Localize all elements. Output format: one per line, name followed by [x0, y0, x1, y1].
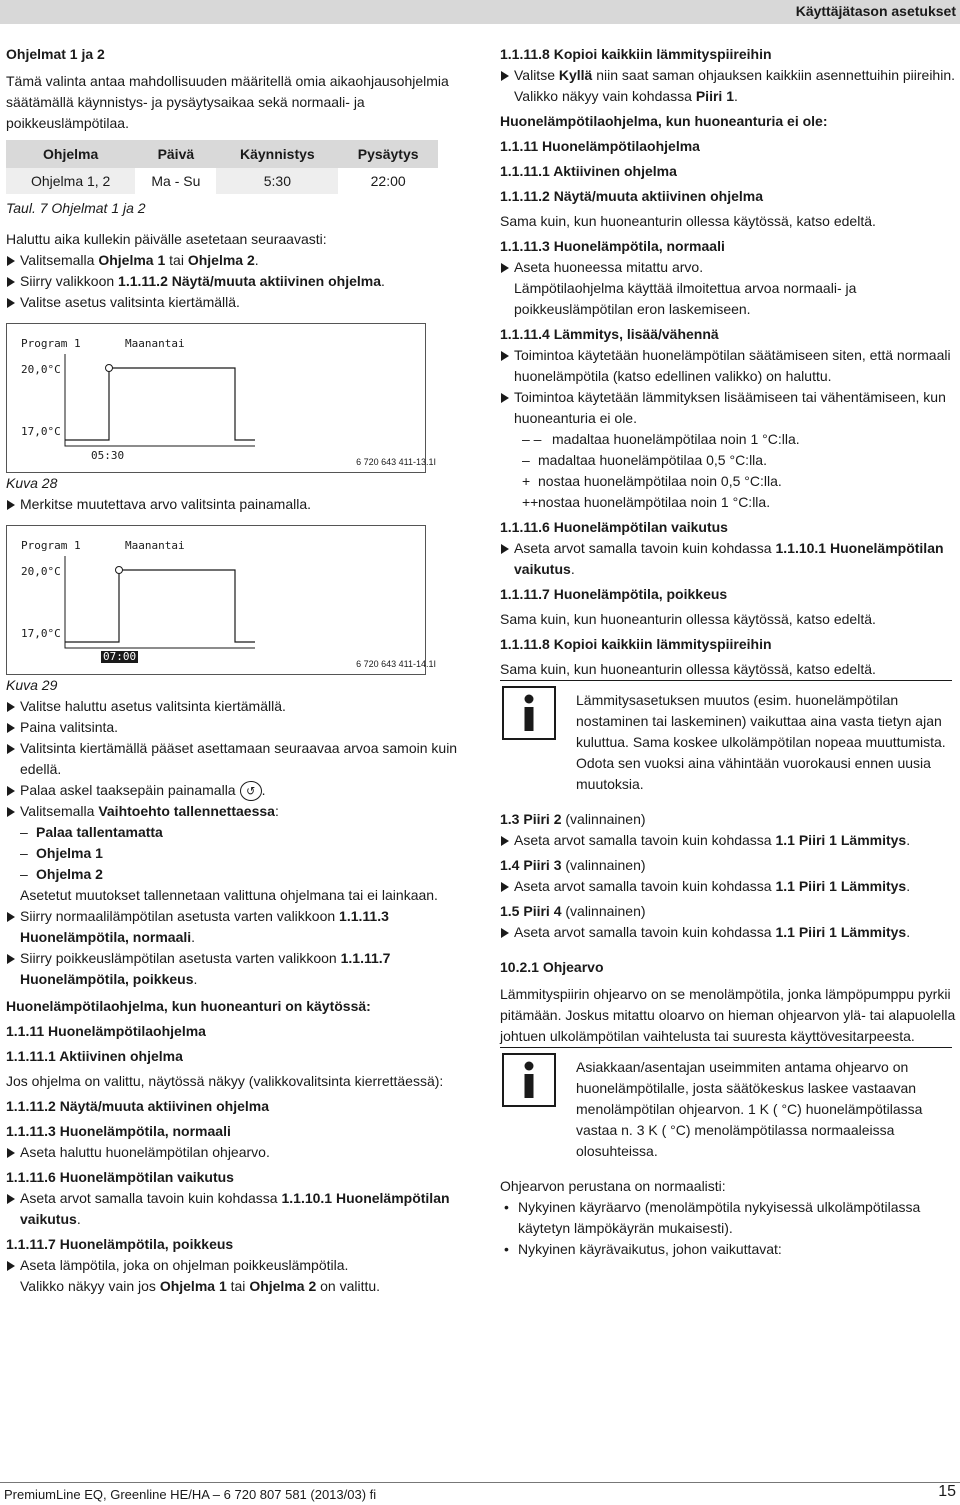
step: Valitse haluttu asetus valitsinta kiertämällä. [6, 696, 458, 717]
program-table [6, 140, 438, 194]
step: Aseta arvot samalla tavoin kuin kohdassa 1.1 Piiri 1 Lämmitys. [500, 830, 958, 851]
temp-high-label: 20,0°C [21, 363, 61, 376]
figure-caption: Kuva 29 [6, 677, 58, 693]
instruction-intro: Haluttu aika kullekin päivälle asetetaan seuraavasti: [6, 231, 327, 247]
table-header-row [6, 140, 438, 168]
heading-1-1-11-6: 1.1.11.6 Huonelämpötilan vaikutus [6, 1169, 234, 1186]
adjust-item: ++ nostaa huonelämpötilaa noin 1 °C:lla. [522, 494, 771, 510]
heading-1-1-11: 1.1.11 Huonelämpötilaohjelma [500, 138, 700, 154]
heading-1-4: 1.4 Piiri 3 (valinnainen) [500, 857, 646, 873]
paragraph: Sama kuin, kun huoneanturin ollessa käytössä, katso edeltä. [500, 213, 876, 229]
figure-caption: Kuva 28 [6, 475, 58, 491]
note: Valikko näkyy vain kohdassa Piiri 1. [514, 88, 738, 104]
info-rule [500, 680, 952, 681]
info-text: Lämmitysasetuksen muutos (esim. huonelämpötilan nostaminen tai laskeminen) vaikuttaa aina vasta tietyn ajan kuluttua. Sama koskee ulkolämpötilan nopeaa muuttumista. Odota sen vuoksi aina vähintään vuorokausi ennen uusia muutoksia. [576, 692, 946, 792]
heading-no-sensor: Huonelämpötilaohjelma, kun huoneanturia ei ole: [500, 113, 828, 129]
step: Aseta arvot samalla tavoin kuin kohdassa 1.1.10.1 Huonelämpötilan vaikutus. [500, 538, 958, 580]
heading-1-1-11-3: 1.1.11.3 Huonelämpötila, normaali [500, 238, 725, 254]
heading-1-1-11-6: 1.1.11.6 Huonelämpötilan vaikutus [500, 519, 728, 535]
heading-1-5: 1.5 Piiri 4 (valinnainen) [500, 903, 646, 919]
heading-1-1-11-2: 1.1.11.2 Näytä/muuta aktiivinen ohjelma [6, 1098, 269, 1115]
heading-1-3: 1.3 Piiri 2 (valinnainen) [500, 811, 646, 827]
step: Aseta arvot samalla tavoin kuin kohdassa 1.1.10.1 Huonelämpötilan vaikutus. [6, 1188, 458, 1230]
step: Siirry valikkoon 1.1.11.2 Näytä/muuta aktiivinen ohjelma. [6, 271, 458, 292]
option-item: – Ohjelma 2 [20, 866, 103, 883]
table-header: Ohjelma [6, 140, 135, 168]
figure-code: 6 720 643 411-13.1I [356, 457, 436, 467]
paragraph: Jos ohjelma on valittu, näytössä näkyy (valikkovalitsinta kierrettäessä): [6, 1073, 444, 1090]
info-icon [502, 686, 556, 740]
step: Merkitse muutettava arvo valitsinta painamalla. [6, 494, 458, 515]
heading-10-2-1: 10.2.1 Ohjearvo [500, 959, 604, 975]
program-label: Program 1 [21, 337, 81, 350]
info-box [500, 1047, 958, 1162]
time-value-highlighted: 07:00 [103, 650, 137, 663]
right-column [500, 44, 958, 1260]
note: Lämpötilaohjelma käyttää ilmoitettua arvoa normaali- ja poikkeuslämpötilan eron laskemiseen. [514, 280, 857, 317]
adjust-item: – madaltaa huonelämpötilaa 0,5 °C:lla. [522, 452, 767, 468]
step: Toimintoa käytetään huonelämpötilan säätämiseen siten, että normaali huonelämpötila (katso edellinen valikko) on haluttu. [500, 345, 958, 387]
step: Valitsinta kiertämällä pääset asettamaan seuraavaa arvoa samoin kuin edellä. [6, 738, 458, 780]
info-box [500, 680, 958, 795]
table-caption: Taul. 7 Ohjelmat 1 ja 2 [6, 200, 146, 216]
page-number: 15 [938, 1483, 956, 1500]
info-icon [502, 1053, 556, 1107]
temp-high-label: 20,0°C [21, 565, 61, 578]
figure-29 [6, 525, 436, 675]
heading-1-1-11-8: 1.1.11.8 Kopioi kaikkiin lämmityspiireihin [500, 46, 772, 62]
temp-low-label: 17,0°C [21, 425, 61, 438]
option-item: – Palaa tallentamatta [20, 824, 163, 841]
heading-1-1-11-1: 1.1.11.1 Aktiivinen ohjelma [500, 163, 677, 179]
step: Aseta lämpötila, joka on ohjelman poikkeuslämpötila. [6, 1255, 458, 1276]
step: Aseta arvot samalla tavoin kuin kohdassa 1.1 Piiri 1 Lämmitys. [500, 876, 958, 897]
list-item: • Nykyinen käyrävaikutus, johon vaikuttavat: [500, 1239, 958, 1260]
table-cell: 22:00 [370, 172, 406, 189]
heading-1-1-11-2: 1.1.11.2 Näytä/muuta aktiivinen ohjelma [500, 188, 763, 204]
info-text: Asiakkaan/asentajan useimmiten antama ohjearvo on huonelämpötilalle, josta säätökeskus laskee vastaavan menolämpötilan ohjearvon. 1 K ( °C) huonelämpötilassa vastaa n. 3 K ( °C) menolämpötilassa normaaleissa olosuhteissa. [576, 1059, 923, 1159]
heading-1-1-11-7: 1.1.11.7 Huonelämpötila, poikkeus [6, 1236, 234, 1253]
step: Siirry poikkeuslämpötilan asetusta varten valikkoon 1.1.11.7 Huonelämpötila, poikkeus. [6, 948, 458, 990]
footer-rule [0, 1482, 960, 1483]
footer-text: PremiumLine EQ, Greenline HE/HA – 6 720 807 581 (2013/03) fi [4, 1487, 377, 1502]
intro-text: Tämä valinta antaa mahdollisuuden määritellä omia aikaohjausohjelmia säätämällä käynnistys- ja pysäytysaikaa sekä normaali- ja poikkeuslämpötilaa. [6, 73, 449, 131]
time-value: 05:30 [91, 449, 125, 462]
step: Siirry normaalilämpötilan asetusta varten valikkoon 1.1.11.3 Huonelämpötila, normaali. [6, 906, 458, 948]
display-screen [6, 323, 426, 473]
step: Aseta haluttu huonelämpötilan ohjearvo. [6, 1142, 458, 1163]
heading-1-1-11-1: 1.1.11.1 Aktiivinen ohjelma [6, 1048, 183, 1065]
step: Paina valitsinta. [6, 717, 458, 738]
heading-1-1-11-3: 1.1.11.3 Huonelämpötila, normaali [6, 1123, 231, 1140]
step: Palaa askel taaksepäin painamalla ↺ . [6, 780, 458, 801]
section-title: Käyttäjätason asetukset [795, 3, 956, 19]
info-rule [500, 1047, 952, 1048]
display-screen [6, 525, 426, 675]
step: Valitse asetus valitsinta kiertämällä. [6, 292, 458, 313]
heading-1-1-11-4: 1.1.11.4 Lämmitys, lisää/vähennä [500, 326, 719, 342]
note: Valikko näkyy vain jos Ohjelma 1 tai Ohjelma 2 on valittu. [20, 1278, 381, 1295]
option-item: – Ohjelma 1 [20, 845, 103, 862]
back-icon: ↺ [240, 781, 262, 801]
day-label: Maanantai [125, 337, 185, 350]
table-cell: 5:30 [216, 168, 338, 194]
table-cell: Ma - Su [151, 172, 201, 189]
left-column [6, 44, 458, 1297]
heading-1-1-11-8: 1.1.11.8 Kopioi kaikkiin lämmityspiireihin [500, 636, 772, 652]
step: Valitsemalla Vaihtoehto tallennettaessa: [6, 801, 458, 822]
table-row [6, 168, 438, 194]
program-label: Program 1 [21, 539, 81, 552]
heading-programs: Ohjelmat 1 ja 2 [6, 46, 105, 62]
table-header: Päivä [135, 140, 216, 168]
adjust-item: – – madaltaa huonelämpötilaa noin 1 °C:lla. [522, 431, 800, 447]
heading-1-1-11: 1.1.11 Huonelämpötilaohjelma [6, 1023, 206, 1040]
table-header: Käynnistys [216, 140, 338, 168]
step: Valitse Kyllä niin saat saman ohjauksen kaikkiin asennettuihin piireihin. [500, 65, 958, 86]
table-cell: Ohjelma 1, 2 [6, 168, 135, 194]
paragraph: Sama kuin, kun huoneanturin ollessa käytössä, katso edeltä. [500, 611, 876, 627]
figure-code: 6 720 643 411-14.1I [356, 659, 436, 669]
adjust-item: + nostaa huonelämpötilaa noin 0,5 °C:lla. [522, 473, 782, 489]
heading-1-1-11-7: 1.1.11.7 Huonelämpötila, poikkeus [500, 586, 728, 602]
save-note: Asetetut muutokset tallennetaan valittuna ohjelmana tai ei lainkaan. [20, 887, 438, 904]
paragraph: Ohjearvon perustana on normaalisti: [500, 1178, 726, 1194]
temp-low-label: 17,0°C [21, 627, 61, 640]
table-header: Pysäytys [338, 140, 438, 168]
paragraph: Sama kuin, kun huoneanturin ollessa käytössä, katso edeltä. [500, 661, 876, 677]
step: Toimintoa käytetään lämmityksen lisäämiseen tai vähentämiseen, kun huoneanturia ei ole. [500, 387, 958, 429]
paragraph: Lämmityspiirin ohjearvo on se menolämpötila, jonka lämpöpumppu pyrkii pitämään. Joskus mitattu oloarvo on hieman ohjearvon ylä- tai alapuolella johtuen ulkolämpötilan vaihtelusta tai suuresta käyttövesitarpeesta. [500, 986, 956, 1044]
figure-28 [6, 323, 436, 473]
day-label: Maanantai [125, 539, 185, 552]
step: Aseta arvot samalla tavoin kuin kohdassa 1.1 Piiri 1 Lämmitys. [500, 922, 958, 943]
step: Aseta huoneessa mitattu arvo. [500, 257, 958, 278]
heading-room-sensor: Huonelämpötilaohjelma, kun huoneanturi on käytössä: [6, 998, 371, 1015]
step: Valitsemalla Ohjelma 1 tai Ohjelma 2. [6, 250, 458, 271]
list-item: • Nykyinen käyräarvo (menolämpötila nykyisessä ulkolämpötilassa käytetyn lämpökäyrän mukaisesti). [500, 1197, 958, 1239]
